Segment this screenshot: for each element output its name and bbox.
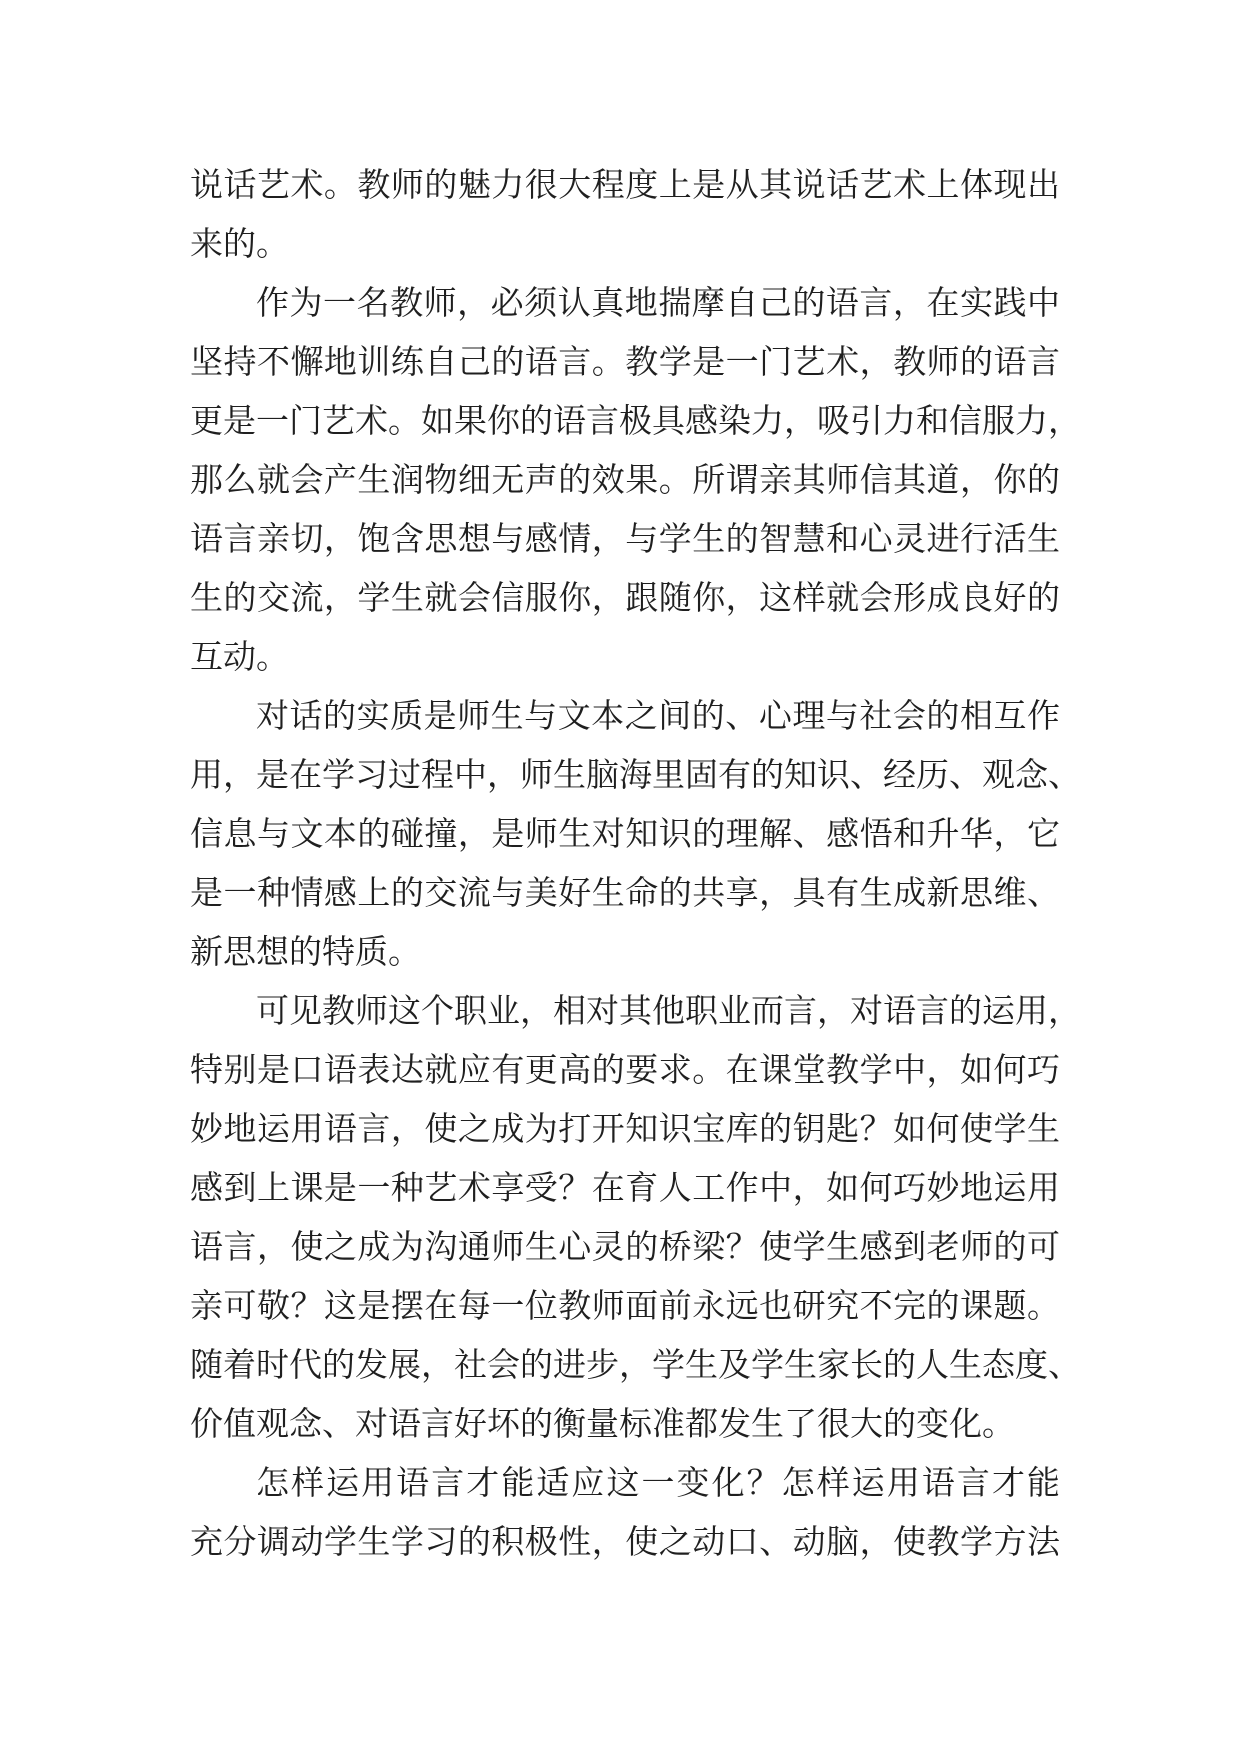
document-body [190, 155, 1081, 1571]
paragraph [190, 1453, 1060, 1571]
text-line: 对话的实质是师生与文本之间的、心理与社会的相互作 [256, 696, 1060, 735]
text-line: 新思想的特质。 [190, 932, 421, 971]
text-line: 充分调动学生学习的积极性，使之动口、动脑，使教学方法 [190, 1522, 1060, 1561]
text-line: 语言，使之成为沟通师生心灵的桥梁？使学生感到老师的可 [190, 1227, 1060, 1266]
paragraph [190, 686, 1081, 981]
text-line: 坚持不懈地训练自己的语言。教学是一门艺术，教师的语言 [190, 342, 1060, 381]
text-line: 来的。 [190, 224, 289, 263]
text-line: 信息与文本的碰撞，是师生对知识的理解、感悟和升华，它 [190, 814, 1060, 853]
text-line: 更是一门艺术。如果你的语言极具感染力，吸引力和信服力， [190, 401, 1081, 440]
text-line: 特别是口语表达就应有更高的要求。在课堂教学中，如何巧 [190, 1050, 1060, 1089]
text-line: 感到上课是一种艺术享受？在育人工作中，如何巧妙地运用 [190, 1168, 1060, 1207]
text-line: 那么就会产生润物细无声的效果。所谓亲其师信其道，你的 [190, 460, 1060, 499]
text-line: 作为一名教师，必须认真地揣摩自己的语言，在实践中 [256, 283, 1060, 322]
paragraph [190, 273, 1081, 686]
text-line: 生的交流，学生就会信服你，跟随你，这样就会形成良好的 [190, 578, 1060, 617]
paragraph [190, 155, 1060, 273]
text-line: 是一种情感上的交流与美好生命的共享，具有生成新思维、 [190, 873, 1060, 912]
paragraph [190, 981, 1081, 1453]
text-line: 妙地运用语言，使之成为打开知识宝库的钥匙？如何使学生 [190, 1109, 1060, 1148]
text-line: 随着时代的发展，社会的进步，学生及学生家长的人生态度、 [190, 1345, 1081, 1384]
text-line: 怎样运用语言才能适应这一变化？怎样运用语言才能 [256, 1463, 1060, 1502]
text-line: 语言亲切，饱含思想与感情，与学生的智慧和心灵进行活生 [190, 519, 1060, 558]
text-line: 互动。 [190, 637, 289, 676]
text-line: 可见教师这个职业，相对其他职业而言，对语言的运用， [256, 991, 1081, 1030]
text-line: 用，是在学习过程中，师生脑海里固有的知识、经历、观念、 [190, 755, 1081, 794]
text-line: 亲可敬？这是摆在每一位教师面前永远也研究不完的课题。 [190, 1286, 1060, 1325]
text-line: 价值观念、对语言好坏的衡量标准都发生了很大的变化。 [190, 1404, 1015, 1443]
text-line: 说话艺术。教师的魅力很大程度上是从其说话艺术上体现出 [190, 165, 1060, 204]
